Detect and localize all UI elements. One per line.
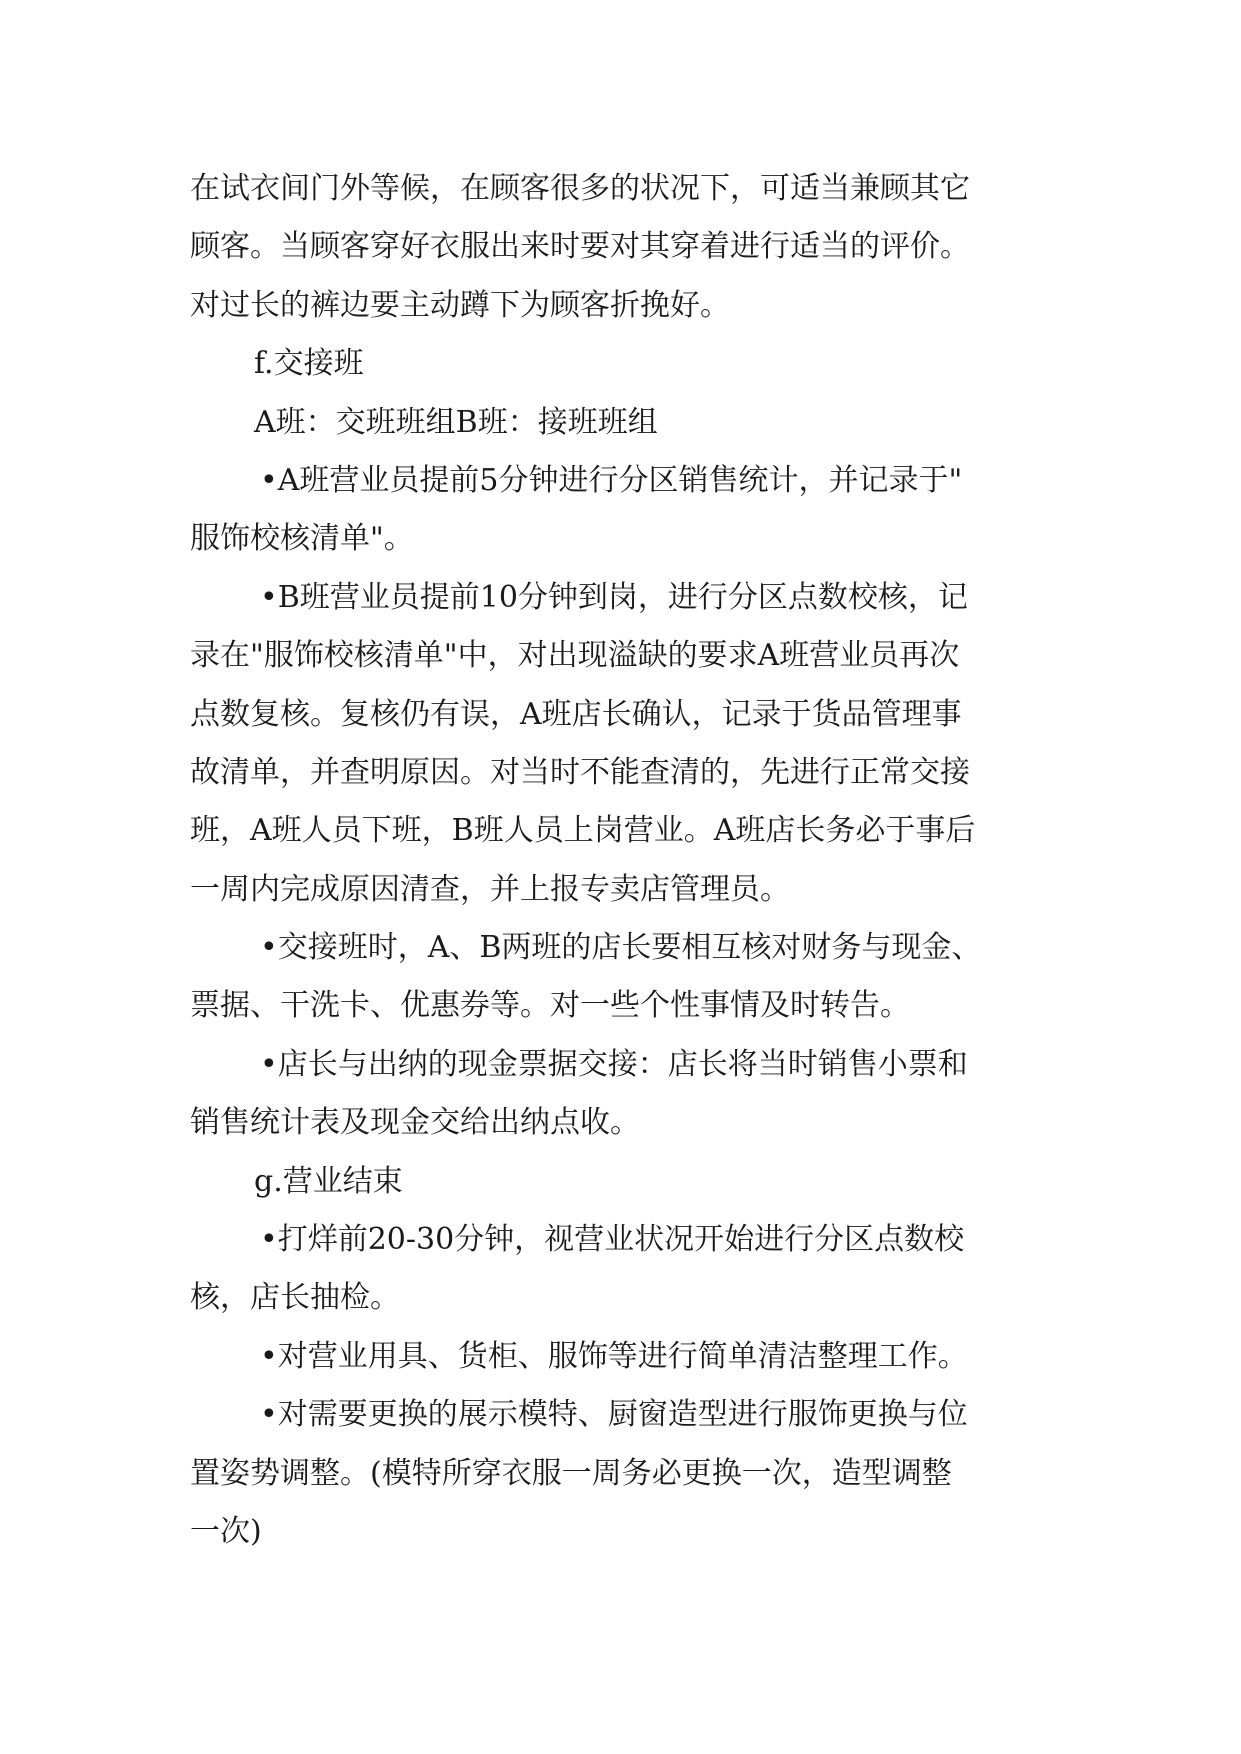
section-heading-g: g.营业结束 (254, 1163, 403, 1199)
document-body (190, 160, 1070, 1561)
section-heading-f: f.交接班 (254, 346, 364, 382)
body-text-line: 班，A班人员下班，B班人员上岗营业。A班店长务必于事后 (190, 813, 976, 849)
body-text-line: 一周内完成原因清查，并上报专卖店管理员。 (190, 871, 790, 907)
body-text-line: 故清单，并查明原因。对当时不能查清的，先进行正常交接 (190, 754, 970, 790)
body-text-line: 核，店长抽检。 (190, 1280, 400, 1316)
body-text-line: 点数复核。复核仍有误，A班店长确认，记录于货品管理事 (190, 696, 962, 732)
body-text-line: 服饰校核清单"。 (190, 521, 414, 557)
bullet-item-cash-handover: •店长与出纳的现金票据交接：店长将当时销售小票和 (260, 1046, 968, 1082)
body-text-line: 销售统计表及现金交给出纳点收。 (190, 1105, 640, 1141)
bullet-item-handover-check: •交接班时，A、B两班的店长要相互核对财务与现金、 (260, 930, 982, 966)
body-text-line: 顾客。当顾客穿好衣服出来时要对其穿着进行适当的评价。 (190, 229, 970, 265)
body-text-line: 对过长的裤边要主动蹲下为顾客折挽好。 (190, 287, 730, 323)
bullet-item-a-shift: •A班营业员提前5分钟进行分区销售统计，并记录于" (260, 462, 963, 498)
bullet-item-b-shift: •B班营业员提前10分钟到岗，进行分区点数校核，记 (260, 579, 968, 615)
bullet-item-display-change: •对需要更换的展示模特、厨窗造型进行服饰更换与位 (260, 1397, 968, 1433)
body-text-line: 票据、干洗卡、优惠券等。对一些个性事情及时转告。 (190, 988, 910, 1024)
shift-definition-line: A班：交班班组B班：接班班组 (254, 404, 658, 440)
body-text-line: 在试衣间门外等候，在顾客很多的状况下，可适当兼顾其它 (190, 171, 970, 206)
body-text-line: 置姿势调整。(模特所穿衣服一周务必更换一次，造型调整 (190, 1455, 952, 1491)
bullet-item-closing-count: •打烊前20-30分钟，视营业状况开始进行分区点数校 (260, 1222, 965, 1258)
bullet-item-cleaning: •对营业用具、货柜、服饰等进行简单清洁整理工作。 (260, 1338, 968, 1374)
body-text-line: 录在"服饰校核清单"中，对出现溢缺的要求A班营业员再次 (190, 638, 960, 674)
body-text-line: 一次) (190, 1513, 262, 1549)
